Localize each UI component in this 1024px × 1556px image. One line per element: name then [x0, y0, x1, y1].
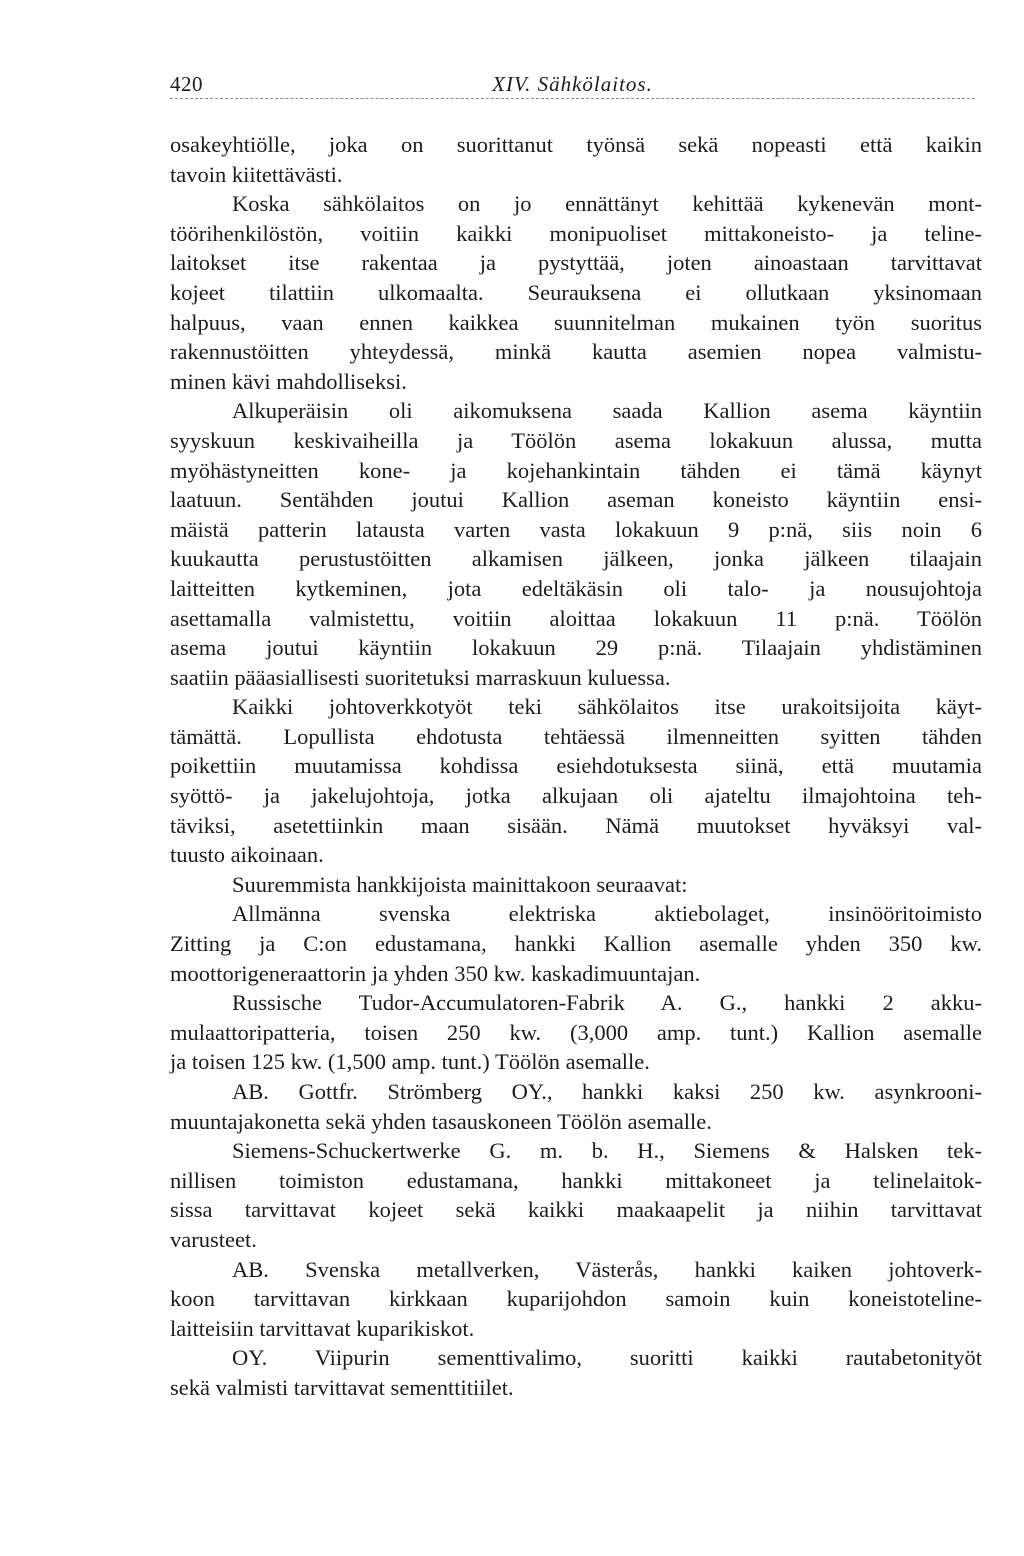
body-text — [170, 130, 982, 1403]
text-line: töörihenkilöstön, voitiin kaikki monipuoliset mittakoneisto- ja teline- — [170, 220, 982, 246]
text-line: halpuus, vaan ennen kaikkea suunnitelman mukainen työn suoritus — [170, 309, 982, 335]
text-line: laatuun. Sentähden joutui Kallion aseman koneisto käyntiin ensi- — [170, 487, 982, 513]
header-rule — [170, 98, 975, 99]
text-line: Siemens-Schuckertwerke G. m. b. H., Siemens & Halsken tek- — [232, 1138, 982, 1164]
text-line: rakennustöitten yhteydessä, minkä kautta asemien nopea valmistu- — [170, 339, 982, 365]
text-line: mäistä patterin latausta varten vasta lokakuun 9 p:nä, siis noin 6 — [170, 516, 982, 542]
text-line: poikettiin muutamissa kohdissa esiehdotuksesta siinä, että muutamia — [170, 753, 982, 779]
text-line: Allmänna svenska elektriska aktiebolaget, insinööritoimisto — [232, 901, 982, 927]
text-line: mulaattoripatteria, toisen 250 kw. (3,000 amp. tunt.) Kallion asemalle — [170, 1019, 982, 1045]
page-number: 420 — [170, 72, 203, 96]
text-line: tämättä. Lopullista ehdotusta tehtäessä ilmenneitten syitten tähden — [170, 723, 982, 749]
text-line: kojeet tilattiin ulkomaalta. Seurauksena ei ollutkaan yksinomaan — [170, 279, 982, 305]
text-line: myöhästyneitten kone- ja kojehankintain tähden ei tämä käynyt — [170, 457, 982, 483]
text-line: asettamalla valmistettu, voitiin aloittaa lokakuun 11 p:nä. Töölön — [170, 605, 982, 631]
text-line: minen kävi mahdolliseksi. — [170, 368, 407, 394]
text-line: ja toisen 125 kw. (1,500 amp. tunt.) Töölön asemalle. — [170, 1049, 650, 1075]
text-line: Zitting ja C:on edustamana, hankki Kallion asemalle yhden 350 kw. — [170, 931, 982, 957]
page-header — [170, 68, 975, 100]
text-line: Russische Tudor-Accumulatoren-Fabrik A. G., hankki 2 akku- — [232, 990, 982, 1016]
paragraph — [170, 130, 982, 189]
text-line: OY. Viipurin sementtivalimo, suoritti kaikki rautabetonityöt — [232, 1345, 982, 1371]
paragraph — [170, 692, 982, 870]
text-line: saatiin pääasiallisesti suoritetuksi marraskuun kuluessa. — [170, 664, 671, 690]
text-line: koon tarvittavan kirkkaan kuparijohdon samoin kuin koneistoteline- — [170, 1286, 982, 1312]
text-line: kuukautta perustustöitten alkamisen jälkeen, jonka jälkeen tilaajain — [170, 546, 982, 572]
text-line: asema joutui käyntiin lokakuun 29 p:nä. Tilaajain yhdistäminen — [170, 635, 982, 661]
paragraph — [170, 899, 982, 988]
text-line: muuntajakonetta sekä yhden tasauskoneen Töölön asemalle. — [170, 1108, 712, 1134]
text-line: Kaikki johtoverkkotyöt teki sähkölaitos itse urakoitsijoita käyt- — [232, 694, 982, 720]
text-line: osakeyhtiölle, joka on suorittanut työnsä sekä nopeasti että kaikin — [170, 132, 982, 157]
paragraph — [170, 1343, 982, 1402]
paragraph — [170, 1255, 982, 1344]
paragraph — [170, 870, 982, 900]
text-line: Koska sähkölaitos on jo ennättänyt kehittää kykenevän mont- — [232, 191, 982, 217]
text-line: laitteitten kytkeminen, jota edeltäkäsin oli talo- ja nousujohtoja — [170, 575, 982, 601]
paragraph — [170, 1136, 982, 1254]
text-line: sissa tarvittavat kojeet sekä kaikki maakaapelit ja niihin tarvittavat — [170, 1197, 982, 1223]
text-line: täviksi, asetettiinkin maan sisään. Nämä muutokset hyväksyi val- — [170, 812, 982, 838]
text-line: syöttö- ja jakelujohtoja, jotka alkujaan oli ajateltu ilmajohtoina teh- — [170, 783, 982, 809]
text-line: AB. Gottfr. Strömberg OY., hankki kaksi 250 kw. asynkrooni- — [232, 1079, 982, 1104]
running-title: XIV. Sähkölaitos. — [492, 72, 653, 96]
text-line: Alkuperäisin oli aikomuksena saada Kallion asema käyntiin — [232, 398, 982, 424]
paragraph — [170, 988, 982, 1077]
paragraph — [170, 1077, 982, 1136]
text-line: sekä valmisti tarvittavat sementtitiilet. — [170, 1374, 514, 1400]
text-line: tavoin kiitettävästi. — [170, 161, 343, 187]
text-line: moottorigeneraattorin ja yhden 350 kw. kaskadimuuntajan. — [170, 960, 701, 986]
paragraph — [170, 189, 982, 396]
text-line: laitteisiin tarvittavat kuparikiskot. — [170, 1315, 475, 1341]
text-line: Suuremmista hankkijoista mainittakoon seuraavat: — [232, 871, 688, 897]
text-line: varusteet. — [170, 1226, 257, 1252]
text-line: syyskuun keskivaiheilla ja Töölön asema lokakuun alussa, mutta — [170, 427, 982, 453]
text-line: tuusto aikoinaan. — [170, 842, 324, 868]
text-line: laitokset itse rakentaa ja pystyttää, joten ainoastaan tarvittavat — [170, 250, 982, 276]
text-line: AB. Svenska metallverken, Västerås, hankki kaiken johtoverk- — [232, 1256, 982, 1282]
text-line: nillisen toimiston edustamana, hankki mittakoneet ja telinelaitok- — [170, 1167, 982, 1193]
paragraph — [170, 396, 982, 692]
